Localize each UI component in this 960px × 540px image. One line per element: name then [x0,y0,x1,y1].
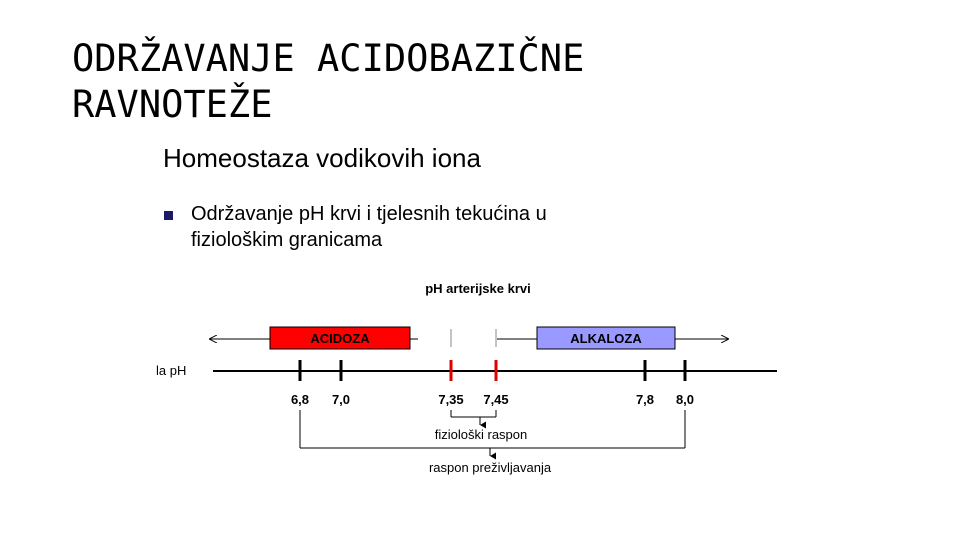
tick-label-8-0: 8,0 [675,392,695,407]
physiological-range-label: fiziološki raspon [434,427,528,442]
survival-range-label: raspon preživljavanja [428,460,552,475]
bullet-text-line-1: Održavanje pH krvi i tjelesnih tekućina u [191,203,547,225]
diagram-title: pH arterijske krvi [425,281,531,296]
slide-title-line-2: RAVNOTEŽE [72,83,273,126]
tick-label-7-8: 7,8 [635,392,655,407]
alkalosis-label: ALKALOZA [570,331,642,346]
tick-label-7-0: 7,0 [331,392,351,407]
tick-group [291,360,694,407]
acidosis-label: ACIDOZA [310,331,370,346]
tick-label-6-8: 6,8 [290,392,310,407]
slide-title-line-1: ODRŽAVANJE ACIDOBAZIČNE [72,37,585,80]
axis-label: la pH [156,363,187,378]
tick-label-7-35: 7,35 [438,392,464,407]
panel-heading: Homeostaza vodikovih iona [163,143,481,173]
tick-label-7-45: 7,45 [483,392,509,407]
bullet-text-line-2: fiziološkim granicama [191,229,383,251]
